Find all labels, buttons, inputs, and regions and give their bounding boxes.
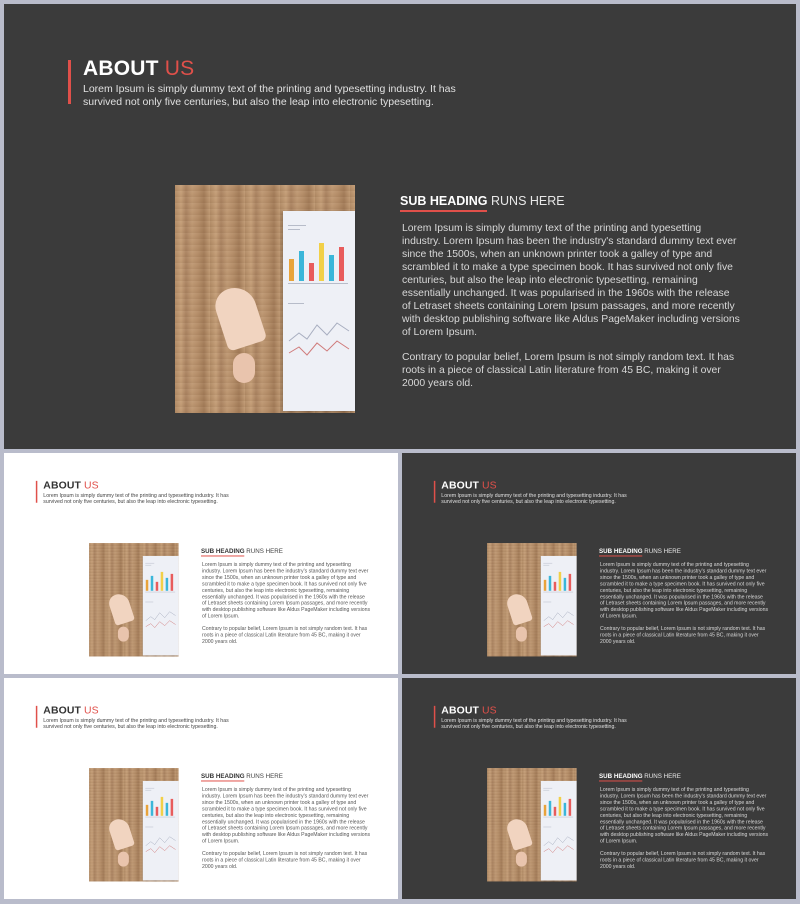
title-accent: US bbox=[481, 479, 497, 491]
title-accent: US bbox=[481, 704, 497, 716]
paper-bar bbox=[289, 259, 294, 281]
paper-bar bbox=[151, 576, 153, 591]
report-paper bbox=[541, 556, 577, 655]
title-accent-bar bbox=[36, 481, 37, 503]
sub-heading-bold: SUB HEADING bbox=[599, 547, 643, 555]
sub-heading-bold: SUB HEADING bbox=[201, 772, 245, 780]
paper-bar bbox=[544, 805, 546, 816]
paper-bar bbox=[554, 807, 556, 816]
paper-line-chart bbox=[541, 606, 577, 636]
paper-axis-line bbox=[288, 283, 348, 284]
intro-text: Lorem Ipsum is simply dummy text of the printing and typesetting industry. It has survived not only five centuries, but also the leap into electronic typesetting. bbox=[83, 83, 456, 108]
slide-thumb-4[interactable] bbox=[402, 678, 796, 899]
sub-heading bbox=[599, 548, 681, 555]
report-paper bbox=[143, 556, 179, 655]
body-paragraph-2: Contrary to popular belief, Lorem Ipsum is not simply random text. It has roots in a piece of classical Latin literature from 45 BC, making it over 2000 years old. bbox=[599, 851, 766, 870]
body-text bbox=[202, 561, 370, 651]
title-accent-bar bbox=[434, 481, 435, 503]
sub-heading-rest: RUNS HERE bbox=[491, 194, 565, 208]
paper-line-chart bbox=[143, 606, 179, 636]
sub-heading bbox=[400, 194, 565, 208]
paper-bar bbox=[569, 799, 571, 816]
paper-line-chart bbox=[143, 831, 179, 861]
paper-bar bbox=[564, 803, 566, 816]
slide-thumb-1[interactable] bbox=[4, 453, 398, 674]
paper-bar bbox=[156, 807, 158, 816]
slide-thumb-3[interactable] bbox=[4, 678, 398, 899]
sub-heading-underline bbox=[599, 780, 642, 781]
slide-title bbox=[441, 704, 496, 716]
paper-bar bbox=[146, 805, 148, 816]
paper-text-line bbox=[288, 225, 306, 226]
sub-heading-rest: RUNS HERE bbox=[644, 547, 681, 555]
title-main: ABOUT bbox=[441, 479, 479, 491]
paper-bar bbox=[549, 801, 551, 816]
paper-bar bbox=[151, 801, 153, 816]
photo-image bbox=[89, 768, 179, 881]
body-paragraph-1: Lorem Ipsum is simply dummy text of the printing and typesetting industry. Lorem Ipsum has been the industry's standard dummy text ever since the 1500s, when an unknown printer took a galley of type and scrambled it to make a type specimen book. It has survived not only five centuries, but also the leap into electronic typesetting, remaining essentially unchanged. It was popularised in the 1960s with the release of Letraset sheets containing Lorem Ipsum passages, and more recently with desktop publishing software like Aldus PageMaker including versions of Lorem Ipsum. bbox=[599, 786, 769, 845]
hand-finger bbox=[118, 627, 129, 642]
body-text bbox=[600, 786, 768, 876]
hand-finger bbox=[516, 852, 527, 867]
body-text bbox=[600, 561, 768, 651]
body-paragraph-2: Contrary to popular belief, Lorem Ipsum is not simply random text. It has roots in a piece of classical Latin literature from 45 BC, making it over 2000 years old. bbox=[201, 851, 368, 870]
report-paper bbox=[283, 211, 355, 411]
body-paragraph-1: Lorem Ipsum is simply dummy text of the printing and typesetting industry. Lorem Ipsum has been the industry's standard dummy text ever since the 1500s, when an unknown printer took a galley of type and scrambled it to make a type specimen book. It has survived not only five centuries, but also the leap into electronic typesetting, remaining essentially unchanged. It was popularised in the 1960s with the release of Letraset sheets containing Lorem Ipsum passages, and more recently with desktop publishing software like Aldus PageMaker including versions of Lorem Ipsum. bbox=[599, 561, 769, 620]
sub-heading-underline bbox=[201, 555, 244, 556]
title-accent: US bbox=[83, 479, 99, 491]
paper-bar bbox=[339, 247, 344, 281]
hand-finger bbox=[118, 852, 129, 867]
slide-content bbox=[4, 4, 796, 449]
sub-heading-bold: SUB HEADING bbox=[400, 194, 488, 208]
sub-heading-underline bbox=[201, 780, 244, 781]
paper-bar bbox=[309, 263, 314, 281]
sub-heading-underline bbox=[400, 210, 487, 212]
body-paragraph-1: Lorem Ipsum is simply dummy text of the printing and typesetting industry. Lorem Ipsum has been the industry's standard dummy text ever since the 1500s, when an unknown printer took a galley of type and scrambled it to make a type specimen book. It has survived not only five centuries, but also the leap into electronic typesetting, remaining essentially unchanged. It was popularised in the 1960s with the release of Letraset sheets containing Lorem Ipsum passages, and more recently with desktop publishing software like Aldus PageMaker including versions of Lorem Ipsum. bbox=[201, 786, 371, 845]
paper-bar bbox=[549, 576, 551, 591]
paper-bar bbox=[564, 578, 566, 591]
sub-heading-bold: SUB HEADING bbox=[599, 772, 643, 780]
body-text bbox=[202, 786, 370, 876]
title-main: ABOUT bbox=[43, 704, 81, 716]
body-paragraph-1: Lorem Ipsum is simply dummy text of the printing and typesetting industry. Lorem Ipsum has been the industry's standard dummy text ever since the 1500s, when an unknown printer took a galley of type and scrambled it to make a type specimen book. It has survived not only five centuries, but also the leap into electronic typesetting, remaining essentially unchanged. It was popularised in the 1960s with the release of Letraset sheets containing Lorem Ipsum passages, and more recently with desktop publishing software like Aldus PageMaker including versions of Lorem Ipsum. bbox=[201, 561, 371, 620]
paper-bar bbox=[161, 797, 163, 816]
intro-text: Lorem Ipsum is simply dummy text of the printing and typesetting industry. It has survived not only five centuries, but also the leap into electronic typesetting. bbox=[43, 492, 229, 505]
sub-heading-rest: RUNS HERE bbox=[246, 772, 283, 780]
slide-content bbox=[402, 453, 796, 674]
title-main: ABOUT bbox=[441, 704, 479, 716]
body-text bbox=[402, 222, 740, 402]
sub-heading bbox=[201, 548, 283, 555]
hand-finger bbox=[516, 627, 527, 642]
title-accent-bar bbox=[434, 706, 435, 728]
title-main: ABOUT bbox=[43, 479, 81, 491]
title-accent: US bbox=[83, 704, 99, 716]
slide-title bbox=[43, 704, 98, 716]
hand-finger bbox=[233, 353, 255, 383]
slide-title bbox=[83, 57, 194, 81]
paper-bar bbox=[544, 580, 546, 591]
paper-bar bbox=[329, 255, 334, 281]
intro-text: Lorem Ipsum is simply dummy text of the printing and typesetting industry. It has survived not only five centuries, but also the leap into electronic typesetting. bbox=[441, 717, 627, 730]
title-accent: US bbox=[164, 57, 195, 80]
slide-thumb-2[interactable] bbox=[402, 453, 796, 674]
paper-line-chart bbox=[541, 831, 577, 861]
paper-bar bbox=[569, 574, 571, 591]
report-paper bbox=[541, 781, 577, 880]
paper-bar bbox=[554, 582, 556, 591]
slide-main bbox=[4, 4, 796, 449]
photo-image bbox=[487, 768, 577, 881]
paper-bar bbox=[166, 803, 168, 816]
paper-text-line bbox=[288, 229, 300, 230]
slide-content bbox=[4, 453, 398, 674]
paper-bar bbox=[156, 582, 158, 591]
intro-text: Lorem Ipsum is simply dummy text of the printing and typesetting industry. It has survived not only five centuries, but also the leap into electronic typesetting. bbox=[441, 492, 627, 505]
body-paragraph-2: Contrary to popular belief, Lorem Ipsum is not simply random text. It has roots in a piece of classical Latin literature from 45 BC, making it over 2000 years old. bbox=[599, 626, 766, 645]
slide-content bbox=[4, 678, 398, 899]
sub-heading-underline bbox=[599, 555, 642, 556]
photo-image bbox=[175, 185, 355, 413]
sub-heading-rest: RUNS HERE bbox=[644, 772, 681, 780]
paper-bar bbox=[559, 797, 561, 816]
paper-line-chart bbox=[283, 311, 355, 371]
title-accent-bar bbox=[68, 60, 71, 104]
paper-bar bbox=[319, 243, 324, 281]
paper-bar bbox=[146, 580, 148, 591]
slide-title bbox=[43, 479, 98, 491]
photo-image bbox=[89, 543, 179, 656]
paper-bar bbox=[559, 572, 561, 591]
paper-bar bbox=[299, 251, 304, 281]
intro-text: Lorem Ipsum is simply dummy text of the printing and typesetting industry. It has survived not only five centuries, but also the leap into electronic typesetting. bbox=[43, 717, 229, 730]
slide-title bbox=[441, 479, 496, 491]
sub-heading-bold: SUB HEADING bbox=[201, 547, 245, 555]
sub-heading bbox=[201, 773, 283, 780]
paper-bar bbox=[166, 578, 168, 591]
paper-bar bbox=[161, 572, 163, 591]
body-paragraph-2: Contrary to popular belief, Lorem Ipsum is not simply random text. It has roots in a piece of classical Latin literature from 45 BC, making it over 2000 years old. bbox=[402, 352, 735, 389]
body-paragraph-1: Lorem Ipsum is simply dummy text of the printing and typesetting industry. Lorem Ipsum has been the industry's standard dummy text ever since the 1500s, when an unknown printer took a galley of type and scrambled it to make a type specimen book. It has survived not only five centuries, but also the leap into electronic typesetting, remaining essentially unchanged. It was popularised in the 1960s with the release of Letraset sheets containing Lorem Ipsum passages, and more recently with desktop publishing software like Aldus PageMaker including versions of Lorem Ipsum. bbox=[402, 223, 740, 338]
photo-image bbox=[487, 543, 577, 656]
paper-text-line bbox=[288, 303, 304, 304]
sub-heading-rest: RUNS HERE bbox=[246, 547, 283, 555]
sub-heading bbox=[599, 773, 681, 780]
body-paragraph-2: Contrary to popular belief, Lorem Ipsum is not simply random text. It has roots in a piece of classical Latin literature from 45 BC, making it over 2000 years old. bbox=[201, 626, 368, 645]
paper-bar bbox=[171, 574, 173, 591]
paper-bar bbox=[171, 799, 173, 816]
report-paper bbox=[143, 781, 179, 880]
title-main: ABOUT bbox=[83, 57, 159, 80]
slide-content bbox=[402, 678, 796, 899]
title-accent-bar bbox=[36, 706, 37, 728]
